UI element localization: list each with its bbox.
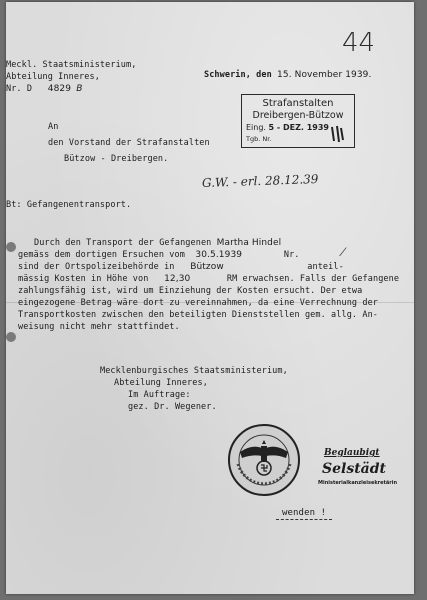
request-date: 30.5.1939	[195, 250, 243, 260]
body-text: mässig Kosten in Höhe von	[18, 274, 149, 284]
sender-line-1: Meckl. Staatsministerium,	[6, 60, 137, 70]
certification-heading: Beglaubigt	[324, 448, 380, 458]
receipt-stamp-line-2: Dreibergen-Bützow	[252, 110, 344, 121]
closing-line-2: Abteilung Inneres,	[114, 378, 208, 388]
body-line-2	[18, 250, 300, 261]
letter-page	[6, 2, 414, 594]
folio-number: 44	[342, 28, 376, 58]
punch-hole	[6, 242, 16, 252]
sender-line-2: Abteilung Inneres,	[6, 72, 100, 82]
letter-date: 15. November 1939.	[277, 70, 372, 80]
authority-place: Bützow	[190, 262, 224, 272]
certification-block	[318, 448, 408, 492]
subject-line	[6, 200, 131, 211]
certification-signature: Selstädt	[322, 461, 387, 477]
body-line-8: weisung nicht mehr stattfindet.	[18, 322, 180, 332]
address-an: An	[48, 122, 59, 132]
reference-line	[6, 84, 83, 95]
body-text: RM erwachsen. Falls der Gefangene	[226, 274, 400, 284]
amount: 12,30	[164, 274, 191, 284]
address-line-2: Bützow - Dreibergen.	[64, 154, 169, 164]
address-line-1: den Vorstand der Strafanstalten	[48, 138, 210, 148]
handwritten-tick: ⁄	[342, 246, 344, 259]
body-line-7: Transportkosten zwischen den beteiligten Dienststellen gem. allg. An-	[18, 310, 379, 320]
body-text: Durch den Transport der Gefangenen	[34, 238, 212, 248]
receipt-stamp-eing: Eing.	[246, 123, 266, 132]
body-line-4	[18, 274, 399, 285]
certification-title: Ministerialkanzleisekretärin	[318, 480, 398, 486]
handwritten-initial-mark	[330, 125, 346, 143]
nr-label: Nr.	[283, 250, 300, 260]
prisoner-name: Martha Hindel	[216, 238, 282, 248]
subject-text: Gefangenentransport.	[26, 200, 132, 210]
receipt-stamp-date: 5 - DEZ. 1939	[268, 123, 329, 132]
receipt-stamp-line-1: Strafanstalten	[262, 98, 334, 109]
ref-number: 4829	[47, 84, 72, 94]
body-line-1	[34, 238, 281, 249]
body-line-3	[18, 262, 344, 273]
body-text: anteil-	[307, 262, 344, 272]
ref-label: Nr. D	[6, 84, 33, 94]
receipt-stamp	[241, 94, 355, 148]
closing-line-4: gez. Dr. Wegener.	[128, 402, 217, 412]
ref-suffix: B	[76, 84, 83, 94]
punch-hole	[6, 332, 16, 342]
body-text: gemäss dem dortigen Ersuchen vom	[18, 250, 185, 260]
eagle-swastika-seal-icon	[226, 422, 302, 498]
body-text: sind der Ortspolizeibehörde in	[18, 262, 175, 272]
turn-over-note: wenden !	[276, 508, 332, 520]
closing-line-3: Im Auftrage:	[128, 390, 191, 400]
subject-prefix: Bt:	[6, 200, 22, 210]
place-date	[204, 70, 371, 81]
handwritten-note: G.W. - erl. 28.12.39	[201, 171, 319, 191]
closing-line-1: Mecklenburgisches Staatsministerium,	[100, 366, 288, 376]
place-date-prefix: Schwerin, den	[204, 70, 272, 80]
receipt-stamp-journal: Tgb. Nr.	[246, 135, 272, 143]
body-line-5: zahlungsfähig ist, wird um Einziehung der Kosten ersucht. Der etwa	[18, 286, 363, 296]
body-line-6: eingezogene Betrag wäre dort zu vereinnahmen, da eine Verrechnung der	[18, 298, 379, 308]
